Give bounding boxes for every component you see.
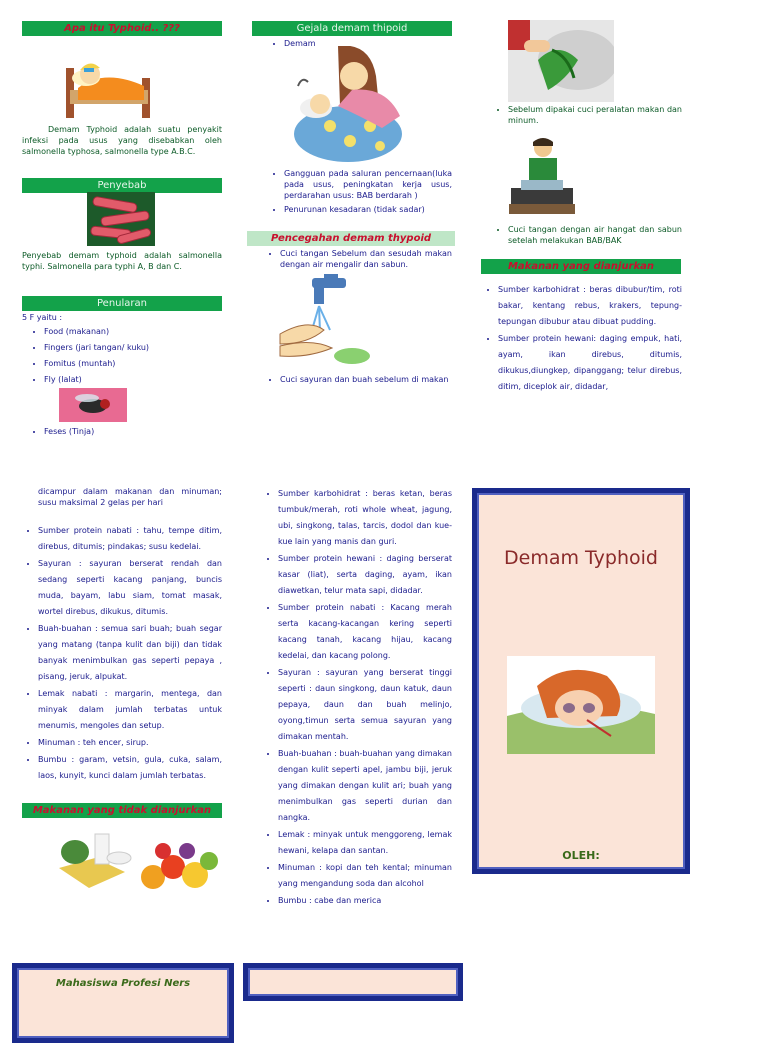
pencegahan-item1 <box>268 248 452 273</box>
list-item: • Sebelum dipakai cuci peralatan makan dan minum. <box>508 104 682 126</box>
header-makanan-dianjurkan: Makanan yang dianjurkan <box>481 259 681 274</box>
col3-item1 <box>496 104 682 129</box>
header-penyebab: Penyebab <box>22 178 222 193</box>
list-item: • Buah-buahan : semua sari buah; buah segar yang matang (tanpa kulit dan biji) dan tidak banyak menimbulkan gas seperti pepaya , pisang, jeruk, alpukat. <box>38 621 222 685</box>
list-item: • Sayuran : sayuran berserat rendah dan sedang seperti kacang panjang, buncis muda, bayam, labu siam, tomat masak, wortel direbus, dikukus, ditumis. <box>38 556 222 620</box>
list-item: • Lemak nabati : margarin, mentega, dan minyak dalam jumlah terbatas untuk menumis, mengoles dan setup. <box>38 686 222 734</box>
cover-panel <box>472 488 690 874</box>
list-item: • Cuci tangan Sebelum dan sesudah makan dengan air mengalir dan sabun. <box>280 248 452 270</box>
handwashing-faucet-illustration <box>278 272 374 368</box>
mahasiswa-box <box>12 963 234 1043</box>
penularan-feses <box>32 426 222 440</box>
list-item: • Gangguan pada saluran pencernaan(luka pada usus, peningkatan kerja usus, perdarahan usus: BAB berdarah ) <box>284 168 452 201</box>
header-pencegahan: Pencegahan demam thypoid <box>247 231 455 246</box>
list-item: • Bumbu : garam, vetsin, gula, cuka, salam, laos, kunyit, kunci dalam jumlah terbatas. <box>38 752 222 784</box>
salmonella-bacteria-image <box>87 192 155 246</box>
fly-photo <box>59 388 127 422</box>
penularan-intro: 5 F yaitu : <box>22 313 63 322</box>
list-item: • Sumber protein nabati : Kacang merah serta kacang-kacangan kering seperti kacang tanah, kacang hijau, kacang kedelai, dan kacang polong. <box>278 600 452 664</box>
penyebab-text: Penyebab demam typhoid adalah salmonella typhi. Salmonella para typhi A, B dan C. <box>22 251 222 271</box>
list-item: • Sumber protein hewani : daging berserat kasar (liat), serta daging, ayam, ikan diawetkan, telur mata sapi, didadar. <box>278 551 452 599</box>
p2-col1-list <box>26 523 222 785</box>
col3-item2 <box>496 224 682 249</box>
dairy-food-photo <box>55 828 135 894</box>
apa-itu-typhoid-text: Demam Typhoid adalah suatu penyakit infeksi pada usus yang disebabkan oleh salmonella typhosa, salmonella type A.B.C. <box>22 125 222 156</box>
list-item: • Sumber karbohidrat : beras ketan, beras tumbuk/merah, roti whole wheat, jagung, ubi, singkong, talas, tarcis, dodol dan kue-kue lain yang manis dan guri. <box>278 486 452 550</box>
list-item: • Minuman : teh encer, sirup. <box>38 735 222 751</box>
list-item: • Fomitus (muntah) <box>44 358 222 369</box>
p2-continuation: dicampur dalam makanan dan minuman; susu maksimal 2 gelas per hari <box>38 487 222 507</box>
list-item: • Sayuran : sayuran yang berserat tinggi seperti : daun singkong, daun katuk, daun pepaya, daun dan buah melinjo, oyong,timun serta semua sayuran yang dimakan mentah. <box>278 665 452 745</box>
list-item: • Demam <box>284 38 452 49</box>
sick-girl-thermometer-illustration <box>507 656 655 754</box>
list-item: • Bumbu : cabe dan merica <box>278 893 452 909</box>
list-item: • Fingers (jari tangan/ kuku) <box>44 342 222 353</box>
boy-washing-dishes-illustration <box>507 134 577 216</box>
pencegahan-item2 <box>268 374 452 388</box>
list-item: • Buah-buahan : buah-buahan yang dimakan dengan kulit seperti apel, jambu biji, jeruk yang dimakan dengan kulit ari; buah yang menimbulkan gas seperti durian dan nangka. <box>278 746 452 826</box>
list-item: • Sumber protein nabati : tahu, tempe ditim, direbus, ditumis; pindakas; susu kedelai. <box>38 523 222 555</box>
cover-oleh: OLEH: <box>562 849 600 862</box>
mahasiswa-label: Mahasiswa Profesi Ners <box>55 978 191 989</box>
empty-footer-box <box>243 963 463 1001</box>
list-item: • Minuman : kopi dan teh kental; minuman yang mengandung soda dan alcohol <box>278 860 452 892</box>
list-item: • Cuci sayuran dan buah sebelum di makan <box>280 374 452 385</box>
washing-vegetables-photo <box>508 20 614 102</box>
list-item: • Cuci tangan dengan air hangat dan sabun setelah melakukan BAB/BAK <box>508 224 682 246</box>
list-item: • Sumber karbohidrat : beras dibubur/tim, roti bakar, kentang rebus, krakers, tepung-tepungan dibubur atau dibuat pudding. <box>498 282 682 330</box>
fruits-photo <box>137 837 221 897</box>
header-penularan: Penularan <box>22 296 222 311</box>
list-item: • Sumber protein hewani: daging empuk, hati, ayam, ikan direbus, ditumis, dikukus,diungkep, dipanggang; telur direbus, ditim, diceplok air, didadar, <box>498 331 682 395</box>
mother-caring-sick-child-illustration <box>290 46 408 166</box>
sick-child-in-bed-illustration <box>64 38 154 120</box>
list-item: • Penurunan kesadaran (tidak sadar) <box>284 204 452 215</box>
list-item: • Fly (lalat) <box>44 374 222 385</box>
list-item: • Feses (Tinja) <box>44 426 222 437</box>
penularan-list <box>32 326 222 390</box>
list-item: • Lemak : minyak untuk menggoreng, lemak hewani, kelapa dan santan. <box>278 827 452 859</box>
header-apa-itu-typhoid: Apa itu Typhoid.. ??? <box>22 21 222 36</box>
list-item: • Food (makanan) <box>44 326 222 337</box>
header-makanan-tidak-dianjurkan: Makanan yang tidak dianjurkan <box>22 803 222 818</box>
cover-title: Demam Typhoid <box>504 547 658 569</box>
gejala-list <box>272 168 452 218</box>
dianjurkan-list <box>486 282 682 396</box>
header-gejala: Gejala demam thipoid <box>252 21 452 36</box>
p2-col2-list <box>266 486 452 910</box>
